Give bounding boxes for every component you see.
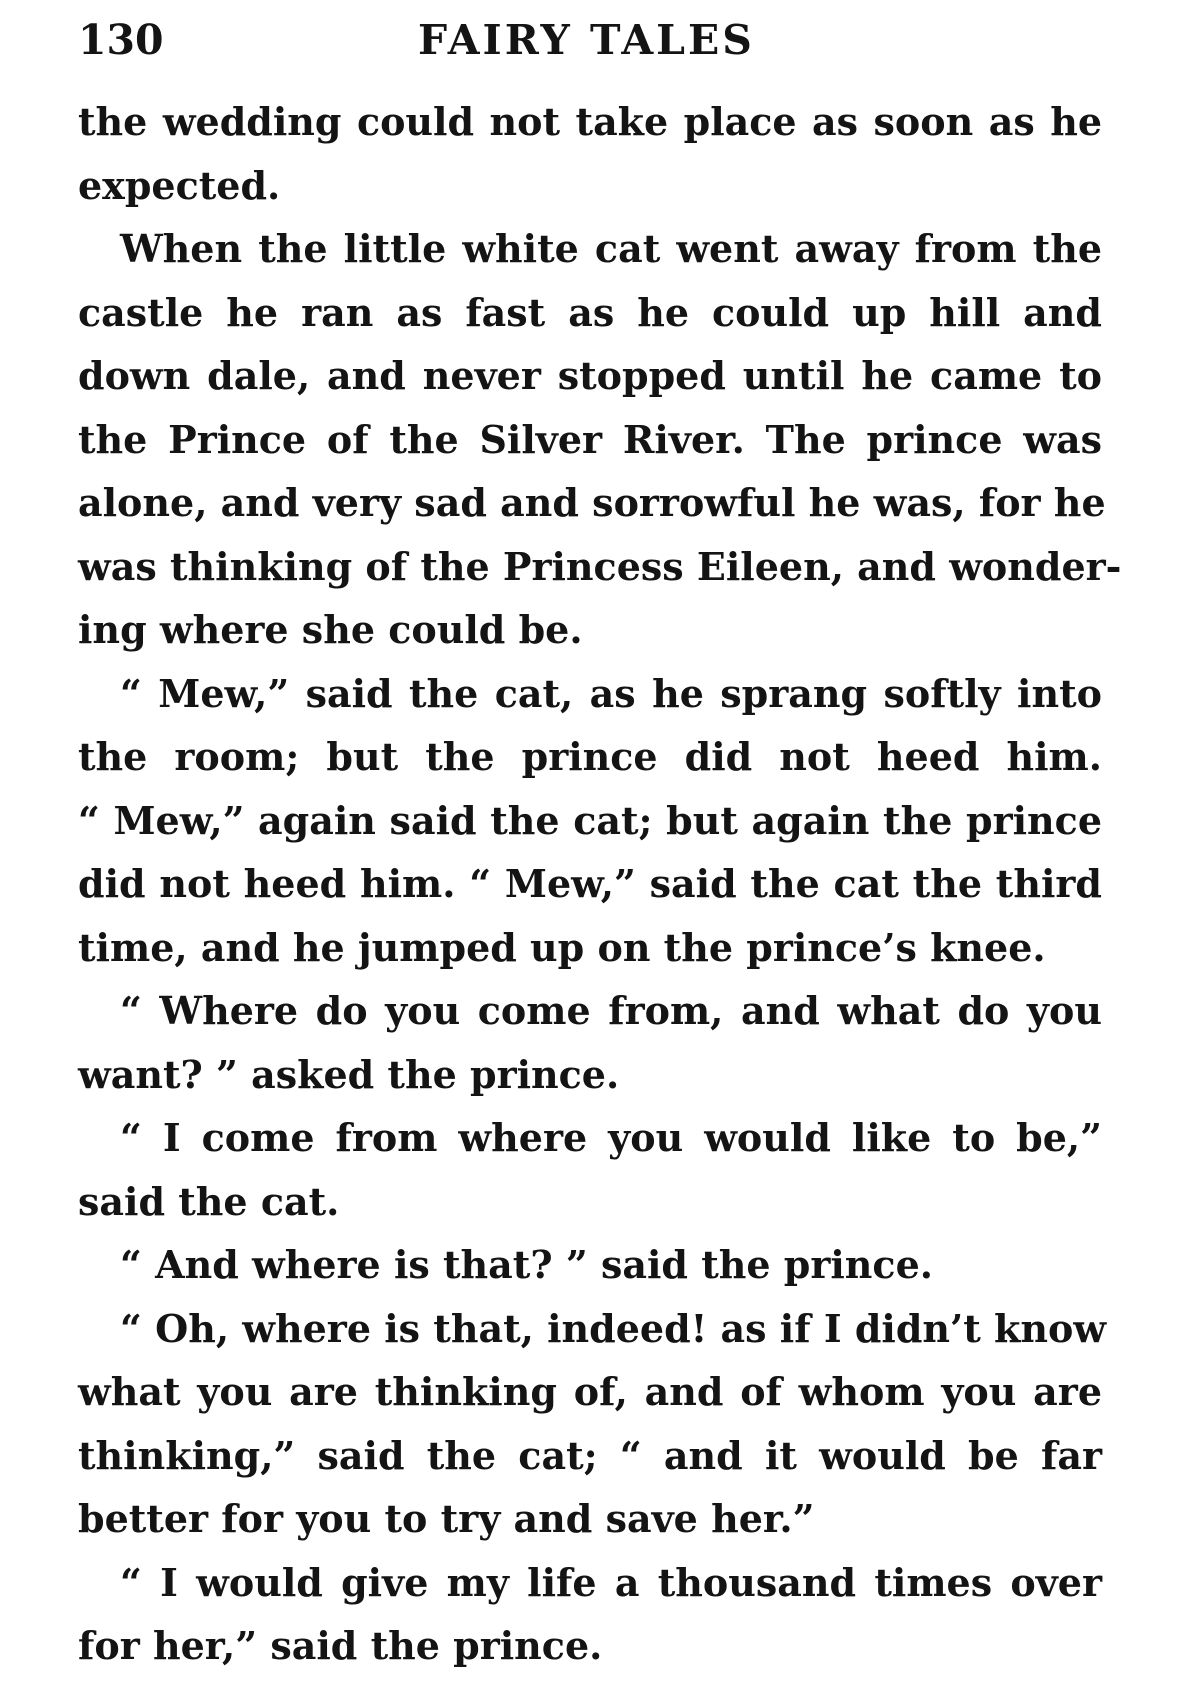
text-line: castle he ran as fast as he could up hill and	[78, 289, 1102, 335]
text-line: said the cat.	[78, 1178, 340, 1224]
text-line: “ And where is that? ” said the prince.	[120, 1242, 933, 1287]
text-line: the room; but the prince did not heed him.	[78, 734, 1102, 779]
text-line: did not heed him. “ Mew,” said the cat the third	[78, 861, 1102, 906]
text-line: what you are thinking of, and of whom you are	[78, 1369, 1102, 1414]
text-line: thinking,” said the cat; “ and it would be far	[78, 1432, 1102, 1478]
text-line: the wedding could not take place as soon as he	[78, 99, 1102, 144]
text-line: for her,” said the prince.	[78, 1623, 603, 1668]
text-line: better for you to try and save her.”	[78, 1496, 815, 1541]
page-header	[78, 10, 1118, 70]
text-line: was thinking of the Princess Eileen, and wonder-	[78, 543, 1122, 589]
text-line: time, and he jumped up on the prince’s knee.	[78, 924, 1046, 970]
text-line: alone, and very sad and sorrowful he was, for he	[78, 480, 1106, 525]
text-line: “ Mew,” said the cat, as he sprang softly into	[120, 670, 1102, 716]
text-line: “ I come from where you would like to be,”	[120, 1115, 1102, 1160]
text-line: “ Oh, where is that, indeed! as if I didn’t know	[120, 1305, 1107, 1351]
running-title: FAIRY TALES	[418, 16, 755, 64]
text-line: “ Where do you come from, and what do you	[120, 988, 1102, 1033]
text-line: down dale, and never stopped until he came to	[78, 353, 1102, 398]
text-line: When the little white cat went away from the	[120, 226, 1102, 271]
body-text	[78, 90, 1122, 1678]
text-line: expected.	[78, 162, 281, 208]
text-line: “ Mew,” again said the cat; but again the prince	[78, 797, 1102, 843]
text-line: the Prince of the Silver River. The prince was	[78, 416, 1102, 462]
page-number: 130	[78, 16, 164, 64]
text-line: ing where she could be.	[78, 607, 583, 652]
text-line: “ I would give my life a thousand times over	[120, 1559, 1102, 1605]
text-line: want? ” asked the prince.	[78, 1051, 620, 1097]
